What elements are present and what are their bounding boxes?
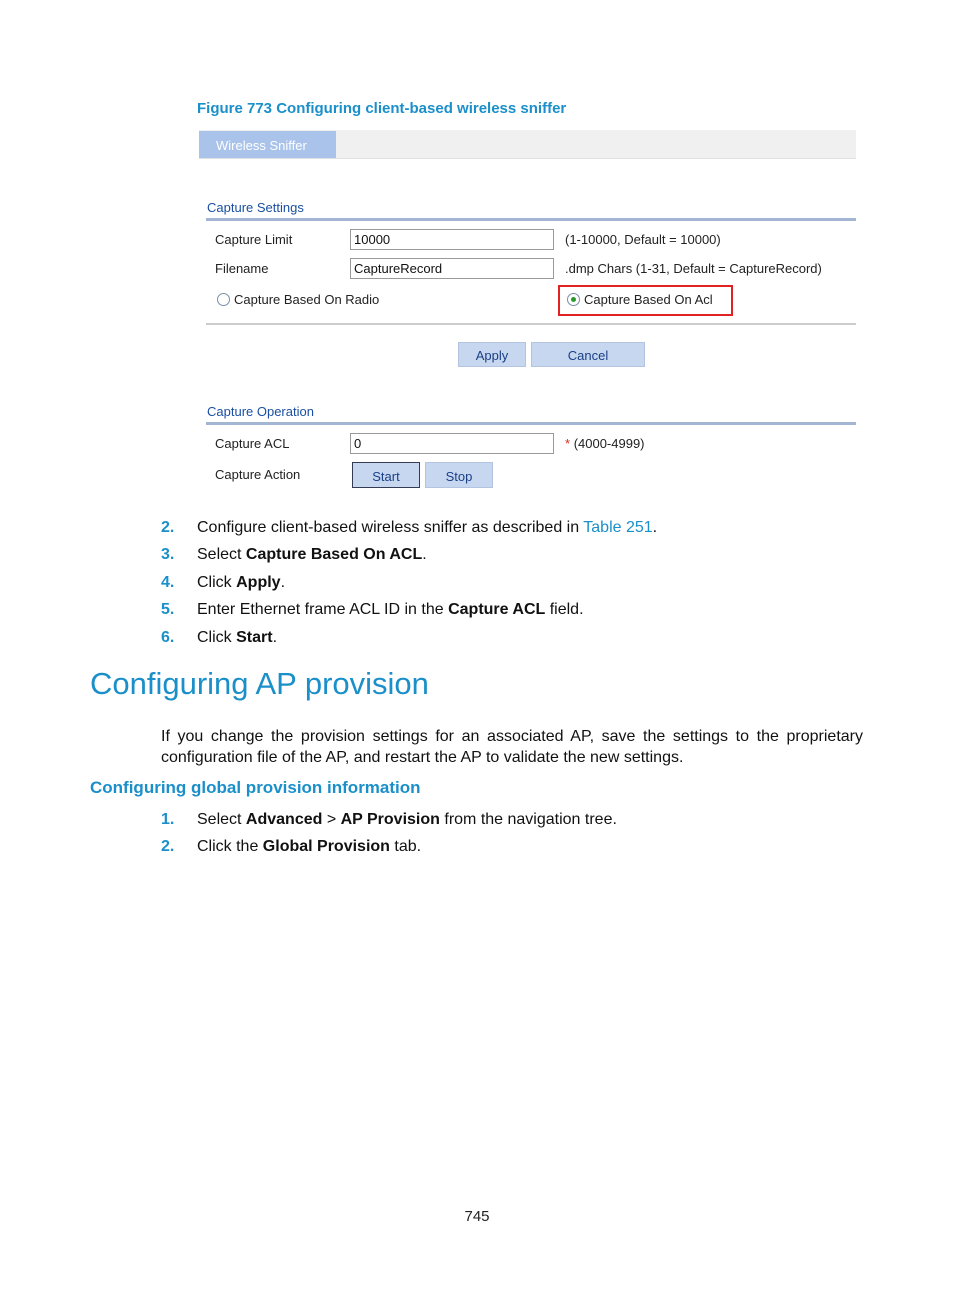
step-text: Select Advanced > AP Provision from the navigation tree. (197, 811, 617, 828)
capture-radio-label: Capture Based On Radio (234, 292, 380, 307)
required-mark: * (565, 436, 571, 451)
capture-acl-hint (565, 436, 645, 451)
settings-separator (206, 323, 856, 325)
capture-settings-title: Capture Settings (207, 200, 304, 215)
step-number: 2. (161, 519, 175, 536)
subsection-heading: Configuring global provision information (90, 778, 421, 797)
step-number: 5. (161, 601, 175, 618)
step-text: Enter Ethernet frame ACL ID in the Capture ACL field. (197, 601, 584, 618)
capture-radio-option[interactable] (217, 293, 230, 306)
cancel-button[interactable]: Cancel (531, 342, 645, 367)
step-number: 1. (161, 811, 175, 828)
capture-acl-range: (4000-4999) (573, 436, 645, 451)
tab-wireless-sniffer[interactable]: Wireless Sniffer (199, 131, 336, 158)
capture-acl-input[interactable] (350, 433, 554, 454)
capture-limit-label: Capture Limit (215, 232, 293, 247)
step-number: 3. (161, 546, 175, 563)
filename-input[interactable] (350, 258, 554, 279)
capture-acl-field-label: Capture ACL (215, 436, 290, 451)
capture-limit-hint: (1-10000, Default = 10000) (565, 232, 721, 247)
table-link[interactable]: Table 251 (583, 519, 653, 536)
step-text: Click Apply. (197, 574, 286, 591)
step-number: 6. (161, 629, 175, 646)
section-heading: Configuring AP provision (90, 666, 429, 701)
section-divider (206, 422, 856, 425)
paragraph-line: If you change the provision settings for an associated AP, save the settings to the proprietary (161, 728, 863, 745)
start-button[interactable]: Start (352, 462, 420, 488)
capture-acl-option[interactable] (567, 293, 580, 306)
capture-limit-input[interactable] (350, 229, 554, 250)
capture-acl-label: Capture Based On Acl (584, 292, 713, 307)
step-number: 2. (161, 838, 175, 855)
figure-caption: Figure 773 Configuring client-based wireless sniffer (197, 100, 567, 117)
apply-button[interactable]: Apply (458, 342, 526, 367)
capture-action-label: Capture Action (215, 467, 301, 482)
paragraph-line: configuration file of the AP, and restart the AP to validate the new settings. (161, 749, 684, 766)
step-text: Click Start. (197, 629, 278, 646)
page-number: 745 (464, 1208, 490, 1225)
stop-button[interactable]: Stop (425, 462, 493, 488)
step-text: Click the Global Provision tab. (197, 838, 422, 855)
step-number: 4. (161, 574, 175, 591)
filename-hint: .dmp Chars (1-31, Default = CaptureRecord) (565, 261, 822, 276)
section-divider (206, 218, 856, 221)
filename-label: Filename (215, 261, 269, 276)
step-text: Select Capture Based On ACL. (197, 546, 427, 563)
step-text: Configure client-based wireless sniffer as described in Table 251. (197, 519, 658, 536)
capture-operation-title: Capture Operation (207, 404, 314, 419)
